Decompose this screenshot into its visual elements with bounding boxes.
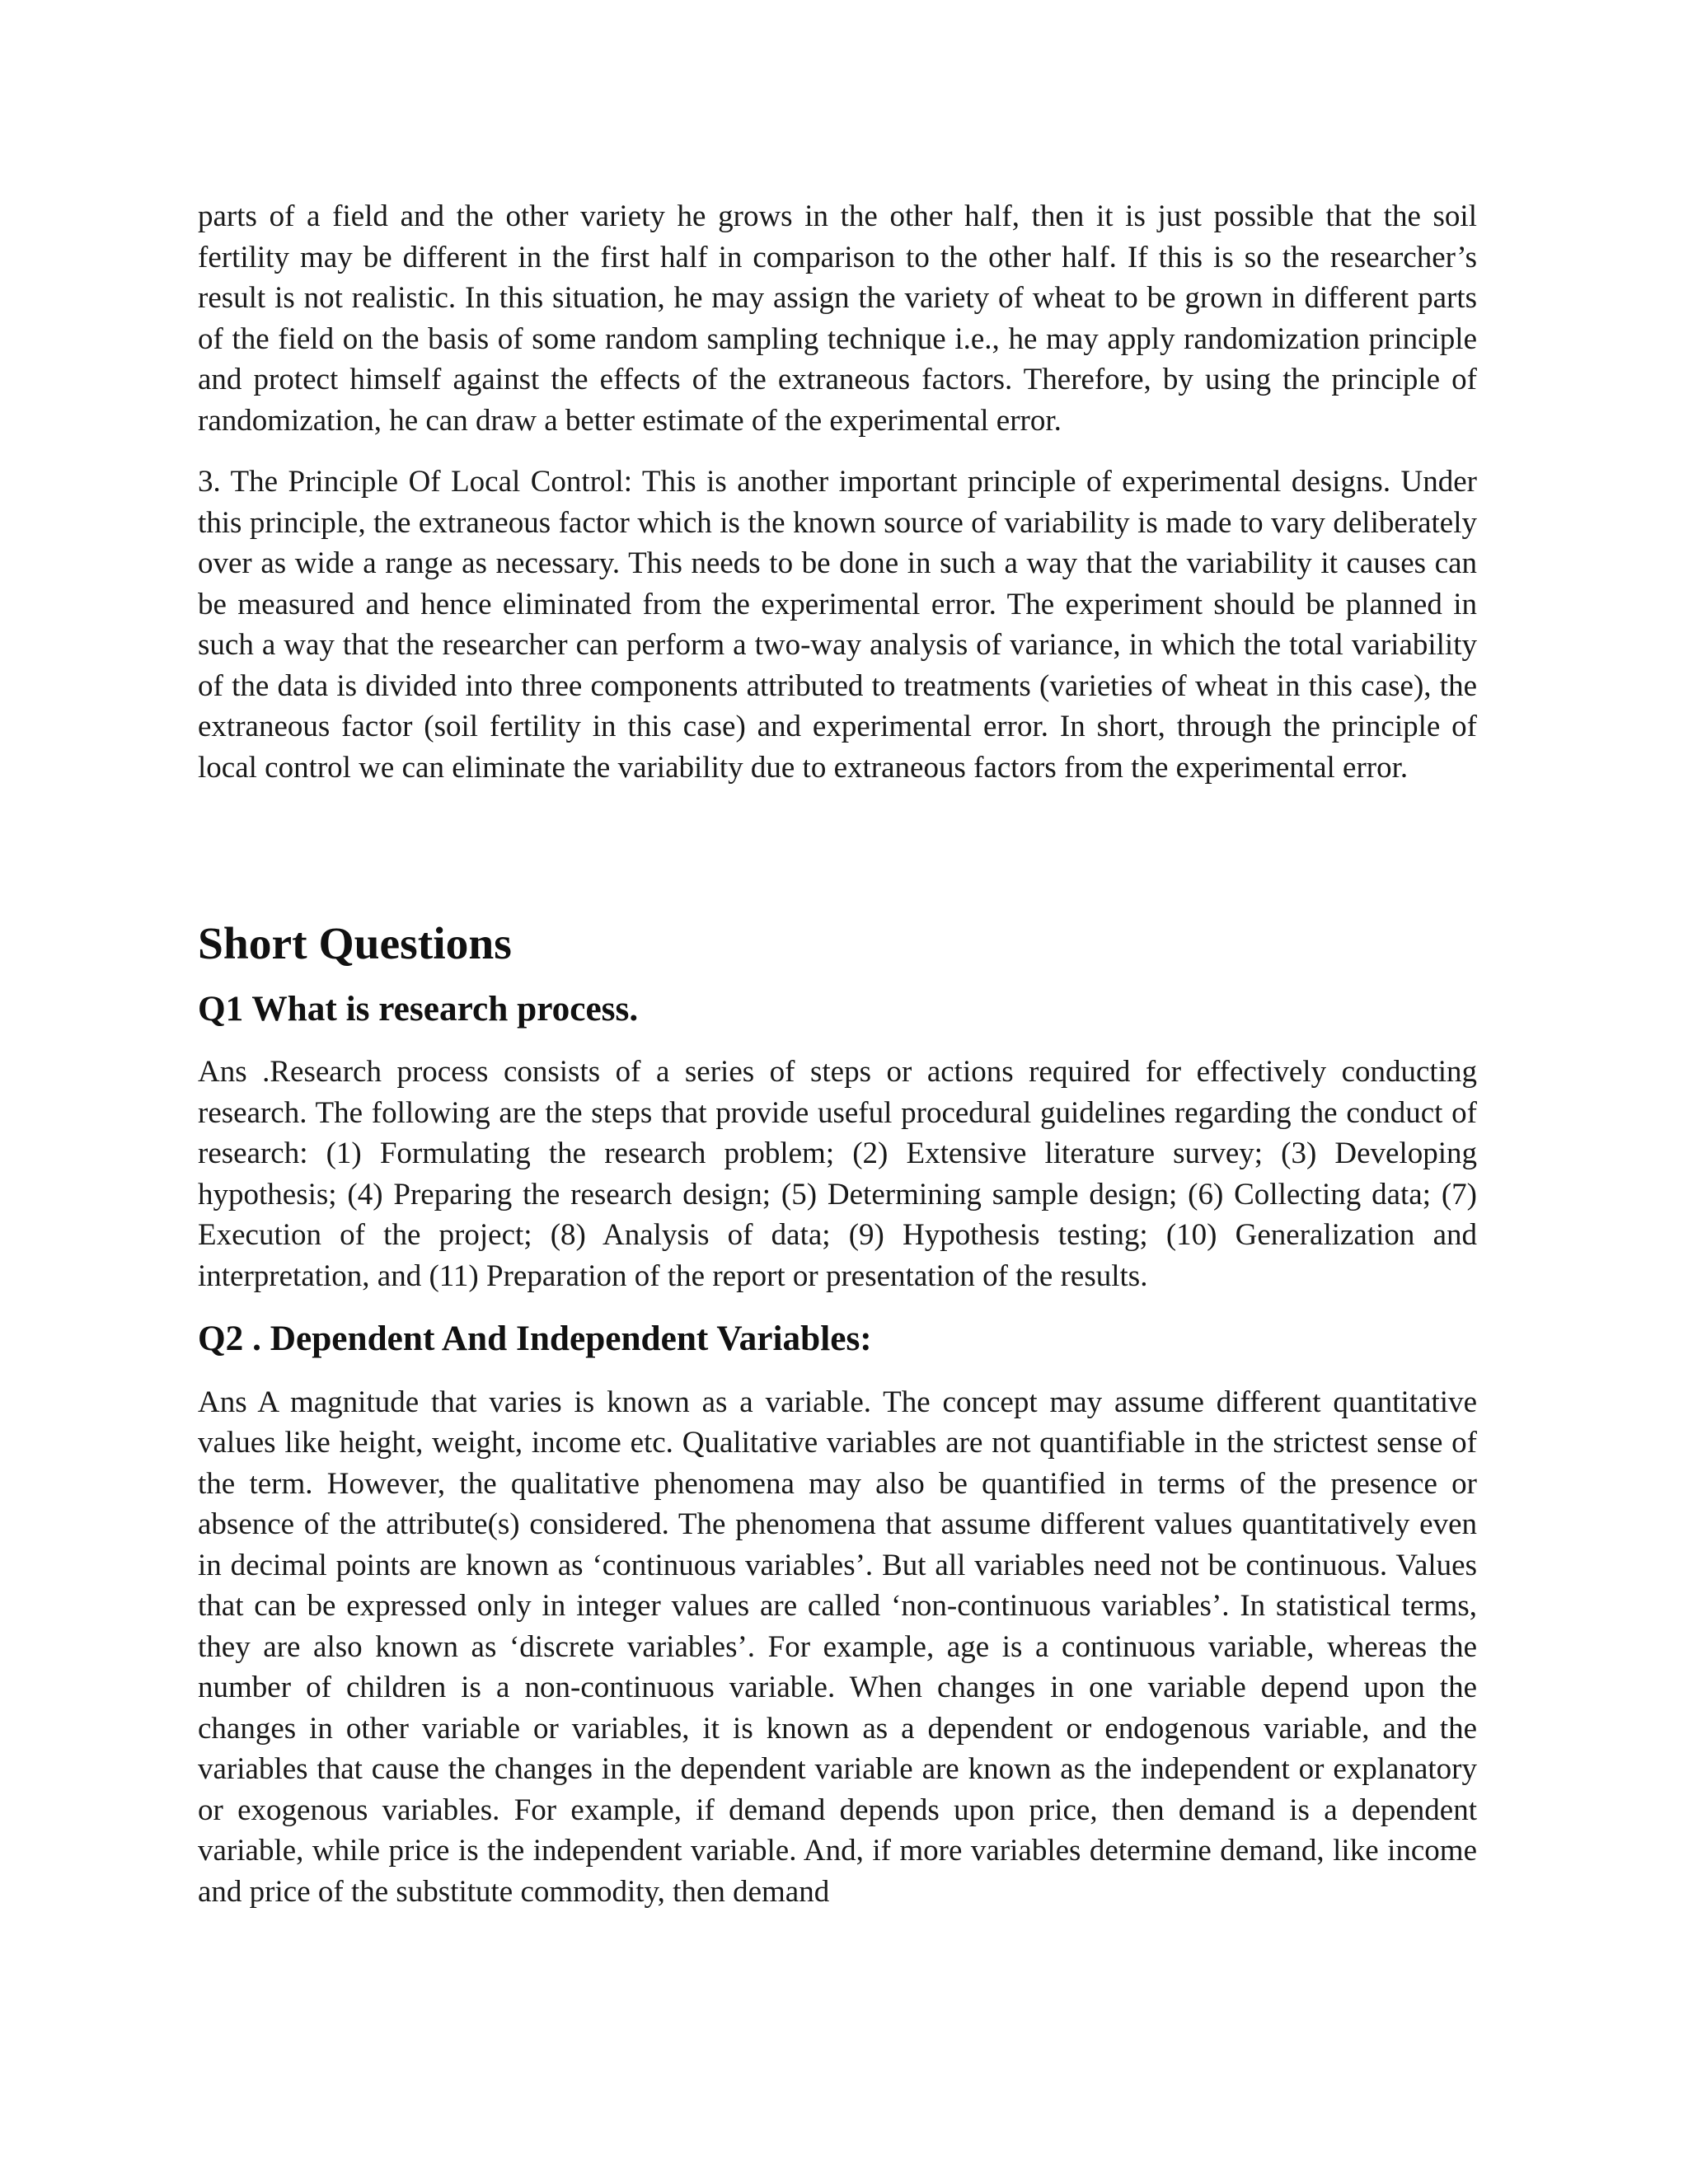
q2-heading: Q2 . Dependent And Independent Variables: — [198, 1319, 872, 1358]
randomization-paragraph: parts of a field and the other variety he grows in the other half, then it is just possible that the soil fertility may be different in the first half in comparison to the other half. If this is so the researcher’s result is not realistic. In this situation, he may assign the variety of wheat to be grown in different parts of the field on the basis of some random sampling technique i.e., he may apply randomization principle and protect himself against the effects of the extraneous factors. Therefore, by using the principle of randomization, he can draw a better estimate of the experimental error. — [198, 199, 1477, 438]
document-page — [198, 196, 1477, 1912]
q1-answer: Ans .Research process consists of a series of steps or actions required for effectively conducting research. The following are the steps that provide useful procedural guidelines regarding the conduct of research: (1) Formulating the research problem; (2) Extensive literature survey; (3) Developing hypothesis; (4) Preparing the research design; (5) Determining sample design; (6) Collecting data; (7) Execution of the project; (8) Analysis of data; (9) Hypothesis testing; (10) Generalization and interpretation, and (11) Preparation of the report or presentation of the results. — [198, 1055, 1477, 1293]
section-heading: Short Questions — [198, 919, 512, 969]
local-control-paragraph: 3. The Principle Of Local Control: This is another important principle of experimental designs. Under this principle, the extraneous factor which is the known source of variability is made to vary deliberately over as wide a range as necessary. This needs to be done in such a way that the variability it causes can be measured and hence eliminated from the experimental error. The experiment should be planned in such a way that the researcher can perform a two-way analysis of variance, in which the total variability of the data is divided into three components attributed to treatments (varieties of wheat in this case), the extraneous factor (soil fertility in this case) and experimental error. In short, through the principle of local control we can eliminate the variability due to extraneous factors from the experimental error. — [198, 465, 1477, 785]
q2-answer: Ans A magnitude that varies is known as a variable. The concept may assume different quantitative values like height, weight, income etc. Qualitative variables are not quantifiable in the strictest sense of the term. However, the qualitative phenomena may also be quantified in terms of the presence or absence of the attribute(s) considered. The phenomena that assume different values quantitatively even in decimal points are known as ‘continuous variables’. But all variables need not be continuous. Values that can be expressed only in integer values are called ‘non-continuous variables’. In statistical terms, they are also known as ‘discrete variables’. For example, age is a continuous variable, whereas the number of children is a non-continuous variable. When changes in one variable depend upon the changes in other variable or variables, it is known as a dependent or endogenous variable, and the variables that cause the changes in the dependent variable are known as the independent or explanatory or exogenous variables. For example, if demand depends upon price, then demand is a dependent variable, while price is the independent variable. And, if more variables determine demand, like income and price of the substitute commodity, then demand — [198, 1385, 1477, 1909]
q1-heading: Q1 What is research process. — [198, 988, 639, 1029]
